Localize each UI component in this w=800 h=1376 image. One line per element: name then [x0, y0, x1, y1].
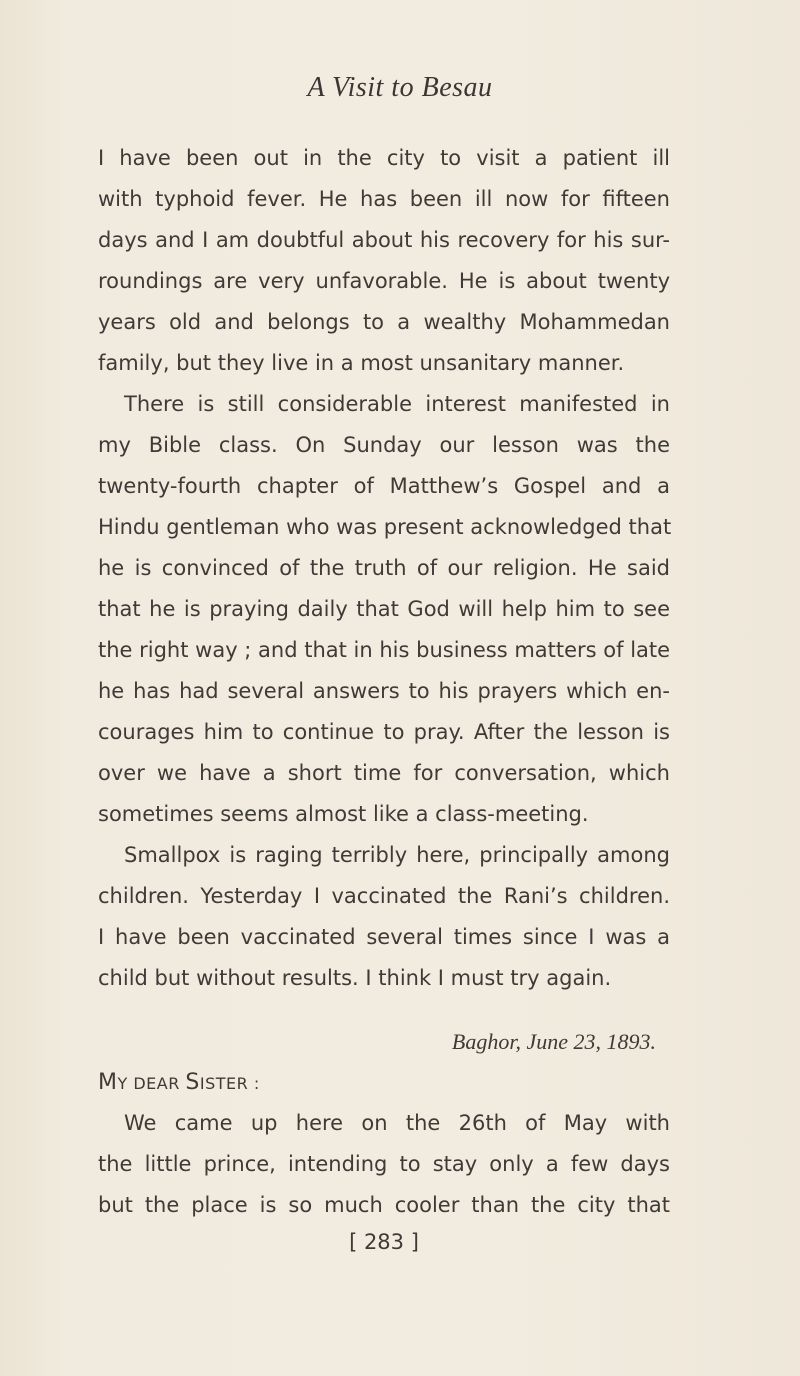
text-line: children. Yesterday I vaccinated the Rani’s children.	[98, 884, 670, 908]
page-number: [ 283 ]	[349, 1230, 419, 1254]
text-line: There is still considerable interest manifested in	[124, 392, 670, 416]
text-line: he has had several answers to his prayers which en-	[98, 679, 670, 703]
letter-paragraph	[98, 1103, 670, 1226]
paragraph	[98, 138, 670, 384]
text-line: he is convinced of the truth of our religion. He said	[98, 556, 670, 580]
text-line: Smallpox is raging terribly here, principally among	[124, 843, 670, 867]
text-line: I have been out in the city to visit a patient ill	[98, 146, 670, 170]
page-body	[98, 138, 670, 1263]
text-line: courages him to continue to pray. After the lesson is	[98, 720, 670, 744]
salutation-part: Y DEAR	[117, 1074, 186, 1093]
salutation	[98, 1062, 670, 1103]
text-line: the little prince, intending to stay only a few days	[98, 1152, 670, 1176]
text-line: sometimes seems almost like a class-meeting.	[98, 802, 589, 826]
section-gap	[98, 999, 670, 1021]
salutation-part: M	[98, 1070, 118, 1095]
text-line: but the place is so much cooler than the city that	[98, 1193, 670, 1217]
text-line: family, but they live in a most unsanitary manner.	[98, 351, 625, 375]
paragraph	[98, 835, 670, 999]
text-line: years old and belongs to a wealthy Mohammedan	[98, 310, 670, 334]
salutation-part: S	[185, 1070, 200, 1095]
dateline: Baghor, June 23, 1893.	[451, 1029, 656, 1054]
text-line: child but without results. I think I must try again.	[98, 966, 612, 990]
text-line: twenty-fourth chapter of Matthew’s Gospel and a	[98, 474, 670, 498]
text-line: my Bible class. On Sunday our lesson was the	[98, 433, 670, 457]
text-line: with typhoid fever. He has been ill now for fifteen	[98, 187, 670, 211]
text-line: over we have a short time for conversation, which	[98, 761, 670, 785]
text-line: the right way ; and that in his business matters of late	[98, 638, 671, 662]
text-line: that he is praying daily that God will help him to see	[98, 597, 670, 621]
text-line: Hindu gentleman who was present acknowledged that	[98, 515, 672, 539]
paragraph	[98, 384, 670, 835]
salutation-part: ISTER :	[199, 1074, 260, 1093]
text-line: days and I am doubtful about his recovery for his sur-	[98, 228, 670, 252]
text-line: I have been vaccinated several times since I was a	[98, 925, 670, 949]
text-line: roundings are very unfavorable. He is about twenty	[98, 269, 670, 293]
running-head: A Visit to Besau	[307, 72, 493, 103]
text-line: We came up here on the 26th of May with	[124, 1111, 670, 1135]
